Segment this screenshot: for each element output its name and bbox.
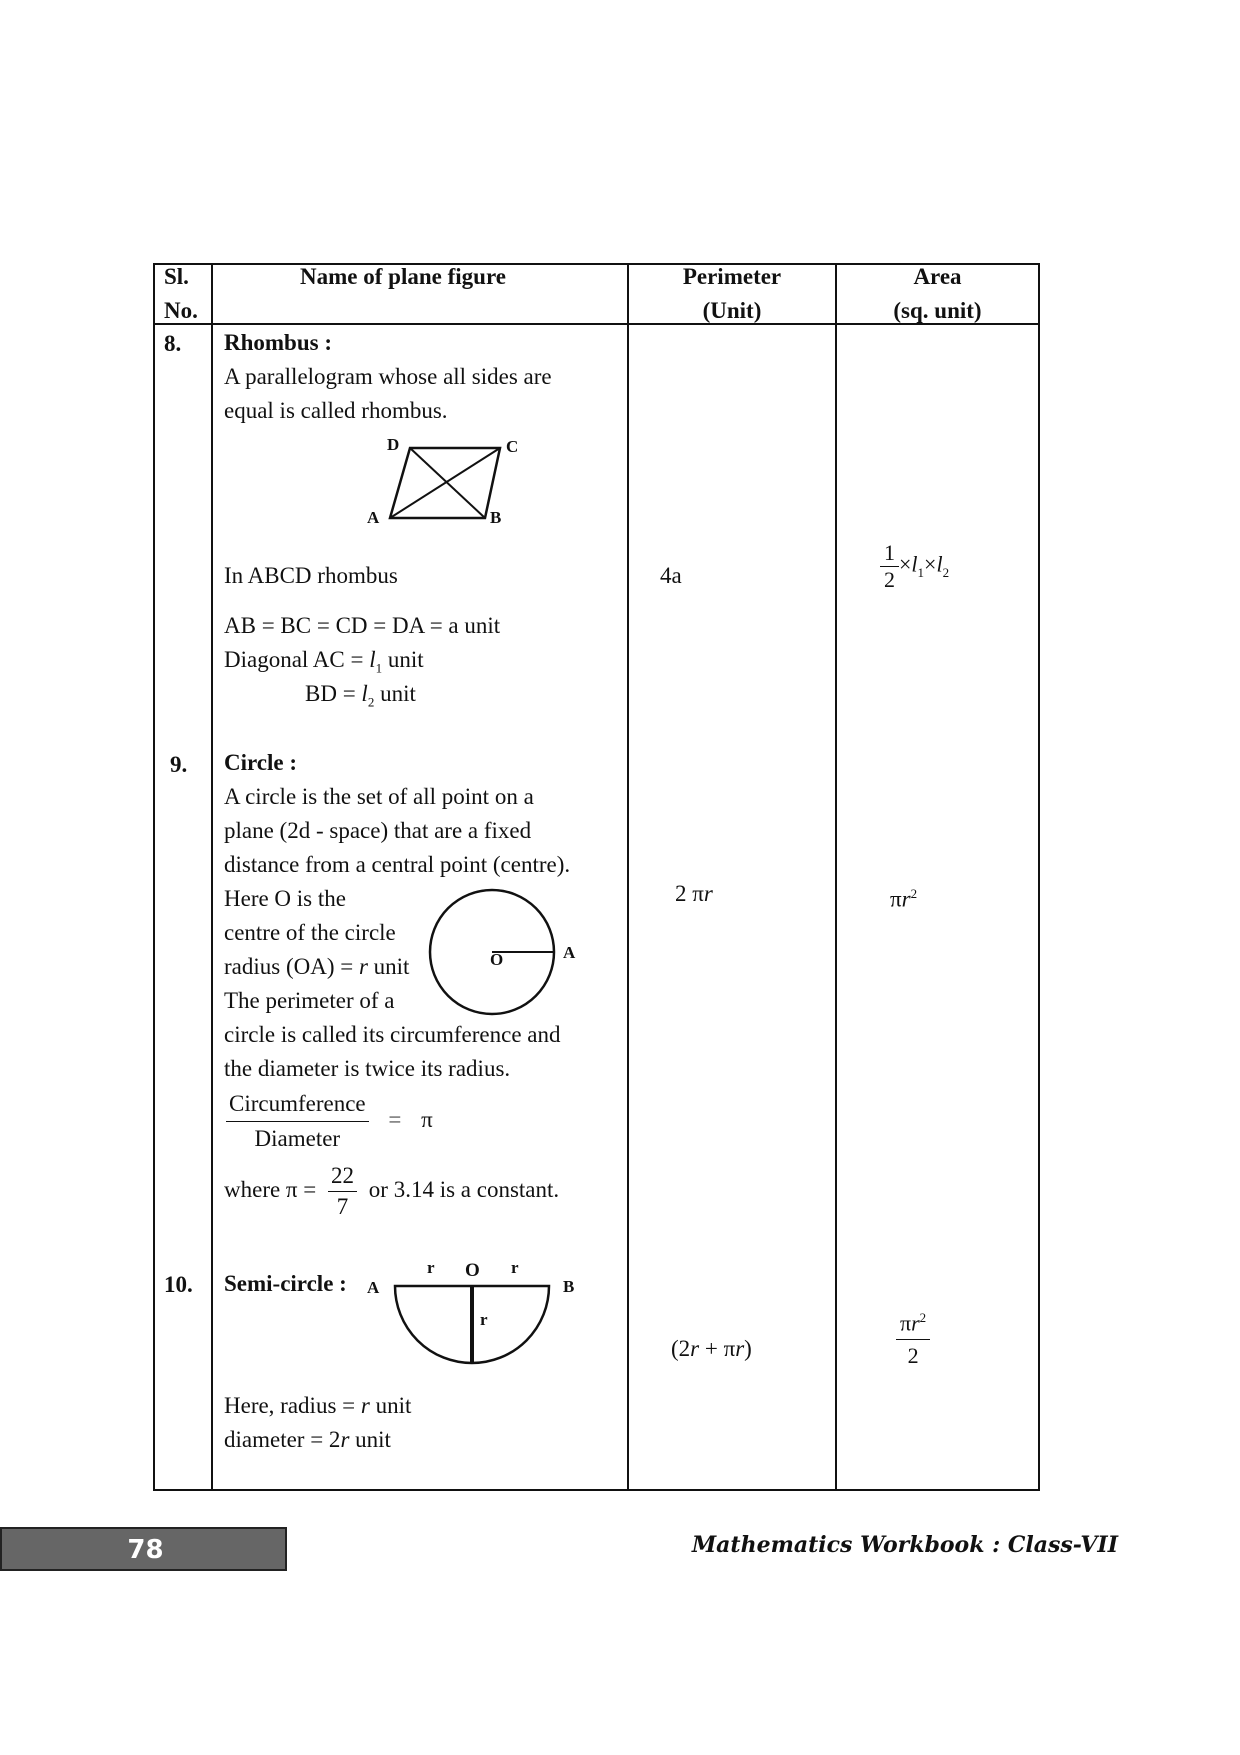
circle-desc-line6-pre: radius (OA) =	[224, 954, 359, 979]
book-title: Mathematics Workbook : Class-VII	[691, 1532, 1118, 1558]
rhombus-area-var1: l	[911, 551, 918, 577]
rhombus-line3-sub: 1	[375, 660, 383, 676]
semicircle-title: Semi-circle :	[224, 1271, 347, 1296]
semicircle-area-numerator	[896, 1310, 930, 1340]
rhombus-line4	[305, 677, 416, 720]
semicircle-line1-post: unit	[369, 1393, 412, 1418]
header-sl-line2: No.	[164, 298, 198, 323]
semicircle-line2-post: unit	[349, 1427, 391, 1452]
semicircle-perimeter-3: + π	[699, 1336, 736, 1361]
header-perimeter-line1: Perimeter	[682, 264, 782, 289]
semicircle-label-r-left: r	[427, 1258, 435, 1277]
rhombus-line3-post: unit	[382, 647, 424, 672]
semicircle-label-a: A	[367, 1278, 380, 1297]
semicircle-label-o: O	[465, 1260, 480, 1281]
circle-desc-line2: plane (2d - space) that are a fixed	[224, 818, 532, 843]
circle-ratio-equals: =	[388, 1106, 402, 1132]
rhombus-line3-pre: Diagonal AC =	[224, 647, 370, 672]
rhombus-label-c: C	[506, 437, 519, 456]
circle-ratio-numerator: Circumference	[226, 1091, 369, 1122]
rhombus-area-sub2: 2	[942, 564, 950, 580]
rhombus-line4-var: l	[361, 681, 368, 706]
circle-desc-line3: distance from a central point (centre).	[224, 852, 571, 877]
rhombus-line3-var: l	[369, 647, 376, 672]
page-number: 78	[127, 1535, 164, 1565]
rhombus-area	[880, 540, 949, 593]
circle-desc-line6-var: r	[358, 954, 368, 979]
circle-area-sup: 2	[910, 886, 918, 901]
rhombus-desc-line1: A parallelogram whose all sides are	[224, 364, 552, 389]
semicircle-line1-pre: Here, radius =	[224, 1393, 361, 1418]
semicircle-perimeter-1: (2	[671, 1336, 691, 1361]
header-area	[837, 260, 1038, 328]
header-sl-line1: Sl.	[164, 264, 189, 289]
rhombus-area-numerator: 1	[880, 540, 899, 567]
rhombus-area-var2: l	[936, 551, 943, 577]
rhombus-line4-sub: 2	[367, 694, 375, 710]
semicircle-perimeter-5: )	[744, 1336, 752, 1361]
circle-ratio-fraction	[226, 1091, 369, 1152]
row-number-10: 10.	[164, 1272, 193, 1297]
header-area-line1: Area	[913, 264, 962, 289]
circle-desc-line4: Here O is the	[224, 886, 346, 911]
semicircle-label-r-right: r	[511, 1258, 519, 1277]
circle-where-post: or 3.14 is a constant.	[368, 1176, 560, 1202]
semicircle-area-var: r	[911, 1310, 920, 1336]
circle-title: Circle :	[224, 750, 298, 775]
semicircle-line1-var: r	[360, 1393, 370, 1418]
circle-desc-line9: the diameter is twice its radius.	[224, 1056, 511, 1081]
circle-pi-value	[224, 1163, 559, 1220]
circle-label-o: O	[490, 950, 504, 969]
circle-pi-fraction	[328, 1163, 357, 1220]
rhombus-label-a: A	[367, 508, 380, 527]
column-divider-1	[211, 263, 213, 1491]
semicircle-area-fraction	[896, 1310, 930, 1369]
rhombus-area-times2: ×	[924, 551, 937, 577]
circle-area-pi: π	[890, 886, 902, 912]
circle-ratio-denominator: Diameter	[254, 1126, 341, 1151]
circle-label-a: A	[563, 943, 576, 962]
rhombus-area-denominator: 2	[884, 567, 895, 592]
rhombus-line4-post: unit	[374, 681, 416, 706]
header-perimeter-line2: (Unit)	[702, 298, 762, 323]
semicircle-line1	[224, 1389, 411, 1423]
rhombus-title: Rhombus :	[224, 330, 333, 355]
row-number-8: 8.	[164, 331, 182, 356]
circle-ratio	[226, 1091, 433, 1152]
rhombus-perimeter: 4a	[660, 563, 682, 588]
rhombus-label-d: D	[387, 435, 400, 454]
rhombus-area-fraction	[880, 540, 899, 593]
rhombus-desc-line2: equal is called rhombus.	[224, 398, 448, 423]
page-number-box	[0, 1527, 287, 1571]
circle-pi-denominator: 7	[336, 1194, 349, 1219]
rhombus-diagonal-bd	[410, 448, 485, 518]
circle-desc-line8: circle is called its circumference and	[224, 1022, 561, 1047]
semicircle-line2	[224, 1423, 391, 1457]
rhombus-line2: AB = BC = CD = DA = a unit	[224, 613, 501, 638]
circle-perimeter-pre: 2 π	[675, 881, 704, 906]
circle-area-var: r	[901, 886, 911, 912]
circle-ratio-pi: π	[421, 1106, 433, 1132]
rhombus-area-sub1: 1	[917, 564, 925, 580]
semicircle-label-b: B	[563, 1277, 575, 1296]
semicircle-area	[896, 1310, 930, 1369]
semicircle-line2-pre: diameter = 2	[224, 1427, 341, 1452]
semicircle-perimeter	[671, 1332, 752, 1366]
header-name: Name of plane figure	[300, 264, 506, 289]
circle-desc-line6	[224, 950, 409, 984]
header-sl	[155, 260, 220, 328]
circle-pi-numerator: 22	[328, 1163, 357, 1192]
rhombus-area-times1: ×	[899, 551, 912, 577]
circle-where-pre: where π =	[224, 1176, 317, 1202]
header-perimeter	[629, 260, 835, 328]
column-divider-2	[627, 263, 629, 1491]
semicircle-area-sup: 2	[919, 1310, 927, 1325]
circle-desc-line7: The perimeter of a	[224, 988, 395, 1013]
circle-area	[890, 877, 917, 917]
circle-perimeter	[675, 877, 713, 911]
column-divider-3	[835, 263, 837, 1491]
rhombus-line1: In ABCD rhombus	[224, 563, 398, 588]
semicircle-perimeter-2: r	[690, 1336, 700, 1361]
semicircle-perimeter-4: r	[735, 1336, 745, 1361]
rhombus-label-b: B	[490, 508, 502, 527]
semicircle-line2-var: r	[340, 1427, 350, 1452]
rhombus-line4-pre: BD =	[305, 681, 362, 706]
semicircle-diagram	[385, 1270, 555, 1370]
semicircle-label-r-center: r	[480, 1310, 488, 1329]
semicircle-area-pi: π	[900, 1310, 912, 1336]
circle-desc-line5: centre of the circle	[224, 920, 396, 945]
semicircle-area-denominator: 2	[907, 1343, 919, 1369]
circle-desc-line1: A circle is the set of all point on a	[224, 784, 534, 809]
circle-desc-line6-post: unit	[367, 954, 410, 979]
row-number-9: 9.	[170, 752, 188, 777]
header-area-line2: (sq. unit)	[893, 298, 982, 323]
circle-perimeter-var: r	[703, 881, 713, 906]
